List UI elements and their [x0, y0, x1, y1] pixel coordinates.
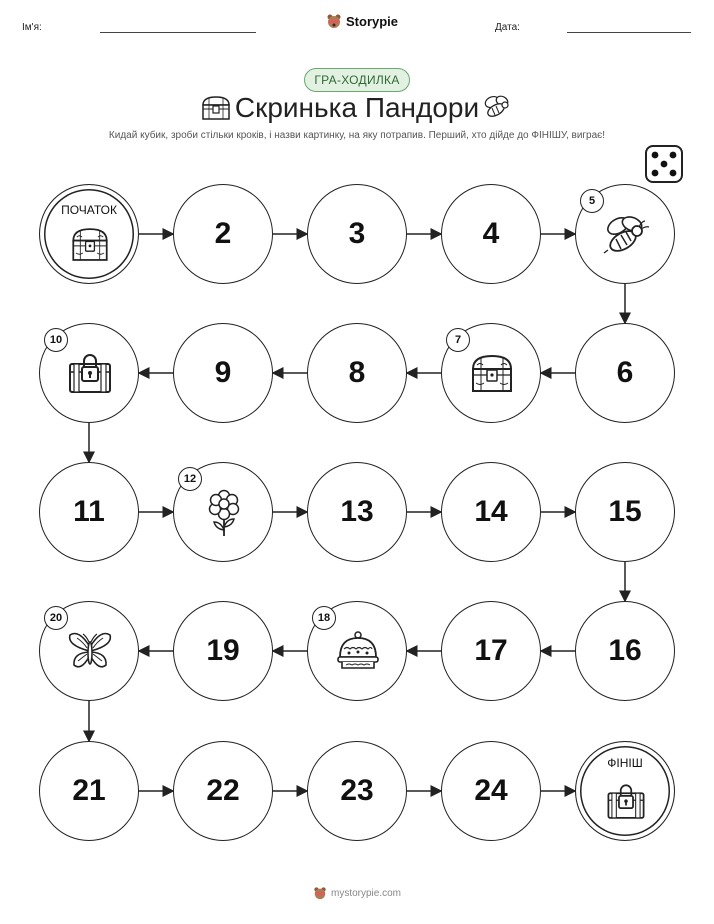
cell-number: 9	[214, 356, 232, 389]
board-cell-13[interactable]	[307, 462, 407, 562]
board-cell-18[interactable]	[307, 601, 407, 701]
board-cell-7[interactable]	[441, 323, 541, 423]
cell-number: 22	[206, 774, 240, 807]
board-cell-1[interactable]	[39, 184, 139, 284]
cell-number: 2	[214, 217, 232, 250]
page-title: Скринька Пандори	[234, 92, 480, 123]
board-cell-21[interactable]	[39, 741, 139, 841]
cell-number: 19	[206, 634, 240, 667]
board-cell-9[interactable]	[173, 323, 273, 423]
board-cell-8[interactable]	[307, 323, 407, 423]
board-cell-12[interactable]	[173, 462, 273, 562]
storypie-bear-icon	[313, 886, 327, 900]
board-cell-4[interactable]	[441, 184, 541, 284]
cell-number-badge: 20	[44, 606, 68, 630]
cell-number: 11	[73, 495, 105, 528]
board-cell-22[interactable]	[173, 741, 273, 841]
board-cell-14[interactable]	[441, 462, 541, 562]
cell-number: 14	[474, 495, 508, 528]
board-cell-19[interactable]	[173, 601, 273, 701]
cell-number-badge: 7	[446, 328, 470, 352]
footer	[0, 886, 714, 903]
cell-number: 6	[616, 356, 634, 389]
cell-number: 8	[348, 356, 366, 389]
board-cell-25[interactable]	[575, 741, 675, 841]
cell-number: 13	[340, 495, 374, 528]
footer-url[interactable]: mystorypie.com	[330, 887, 401, 899]
jeweled-box-icon	[333, 627, 383, 677]
start-label: ПОЧАТОК	[61, 203, 117, 217]
finish-label: ФІНІШ	[607, 756, 643, 770]
board-cell-16[interactable]	[575, 601, 675, 701]
cell-number-badge: 5	[580, 189, 604, 213]
instructions: Кидай кубик, зроби стільки кроків, і назви картинку, на яку потрапив. Перший, хто дійде до ФІНІШУ, виграє!	[108, 130, 606, 141]
bee-icon	[601, 210, 651, 260]
cell-number-badge: 12	[178, 467, 202, 491]
chest-icon	[467, 349, 517, 399]
butterfly-icon	[65, 627, 115, 677]
board-cell-2[interactable]	[173, 184, 273, 284]
board-cell-6[interactable]	[575, 323, 675, 423]
locked-chest-icon	[604, 780, 648, 824]
date-label: Дата:	[495, 22, 520, 33]
cell-number: 24	[474, 774, 508, 807]
bee-icon	[601, 210, 651, 260]
cell-number: 23	[340, 774, 374, 807]
cell-number: 17	[474, 634, 508, 667]
jeweled-box-icon	[333, 627, 383, 677]
cell-number: 15	[608, 495, 642, 528]
flower-icon	[199, 488, 249, 538]
butterfly-icon	[65, 627, 115, 677]
name-label: Ім'я:	[22, 22, 42, 33]
game-type-badge: ГРА-ХОДИЛКА	[304, 68, 410, 92]
cell-number: 4	[482, 217, 500, 250]
cell-number-badge: 18	[312, 606, 336, 630]
brand-name: Storypie	[346, 13, 399, 29]
chest-icon	[467, 349, 517, 399]
flower-icon	[199, 488, 249, 538]
board-cell-3[interactable]	[307, 184, 407, 284]
cell-number-badge: 10	[44, 328, 68, 352]
board-cell-23[interactable]	[307, 741, 407, 841]
cell-number: 21	[72, 774, 106, 807]
locked-chest-icon	[65, 349, 115, 399]
board-cell-20[interactable]	[39, 601, 139, 701]
chest-icon	[68, 223, 112, 267]
board-cell-17[interactable]	[441, 601, 541, 701]
locked-chest-icon	[65, 349, 115, 399]
cell-number: 3	[348, 217, 366, 250]
board-cell-10[interactable]	[39, 323, 139, 423]
locked-chest-icon	[604, 780, 648, 824]
board-cell-15[interactable]	[575, 462, 675, 562]
board-cell-24[interactable]	[441, 741, 541, 841]
board-cell-11[interactable]	[39, 462, 139, 562]
board-cell-5[interactable]	[575, 184, 675, 284]
cell-number: 16	[608, 634, 642, 667]
chest-icon	[68, 223, 112, 267]
